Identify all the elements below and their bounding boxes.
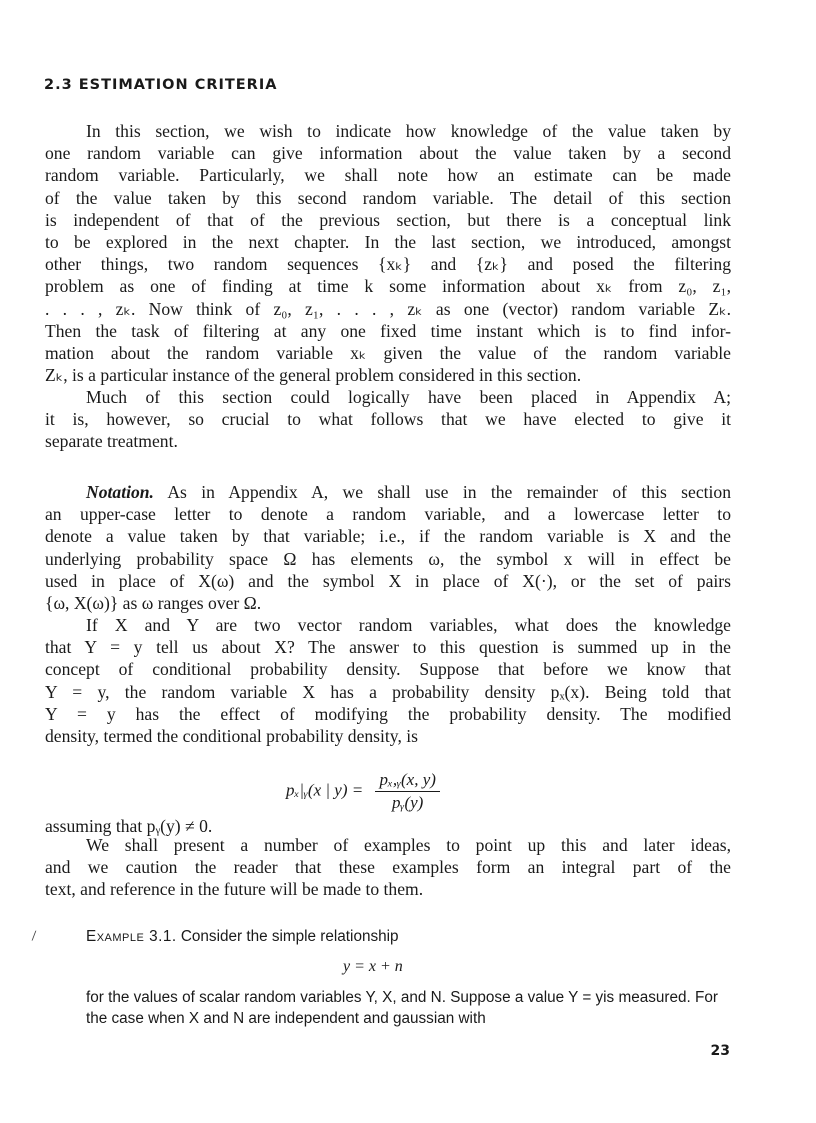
conditional-density-equation [286,770,440,813]
equation-denominator: pᵧ(y) [392,793,424,812]
text-line: is independent of that of the previous section, but there is a conceptual link [45,209,731,230]
text-line: text, and reference in the future will be made to them. [45,879,424,900]
text-line: . . . , zₖ. Now think of z₀, z₁, . . . , zₖ as one (vector) random variable Zₖ. [45,298,731,319]
notation-label: Notation. [86,482,154,502]
text-line: Y = y has the effect of modifying the probability density. The modified [45,703,731,724]
text-line: used in place of X(ω) and the symbol X in place of X(·), or the set of pairs [45,570,731,591]
paragraph-appendix-note [45,386,731,453]
text-line: Notation. As in Appendix A, we shall use in the remainder of this section [86,482,731,502]
equation-numerator: pₓ,ᵧ(x, y) [375,770,439,792]
example-equation: y = x + n [343,958,403,975]
text-line: Zₖ, is a particular instance of the general problem considered in this section. [45,365,582,386]
text-line: one random variable can give information about the value taken by a second [45,143,731,164]
section-heading: 2.3 ESTIMATION CRITERIA [44,77,278,93]
equation-lhs: pₓ|ᵧ(x | y) = [286,780,364,800]
example-label: Example 3.1. [86,928,177,945]
text-line: underlying probability space Ω has elements ω, the symbol x will in effect be [45,548,731,569]
text-line: to be explored in the next chapter. In the last section, we introduced, amongst [45,232,731,253]
text-line: denote a value taken by that variable; i.e., if the random variable is X and the [45,526,731,547]
text-line: assuming that pᵧ(y) ≠ 0. [45,816,213,836]
paragraph-intro [45,120,731,386]
text-line: In this section, we wish to indicate how knowledge of the value taken by [86,121,731,141]
example-body [86,987,732,1029]
text-line: If X and Y are two vector random variables, what does the knowledge [86,615,731,635]
text-line: other things, two random sequences {xₖ} and {zₖ} and posed the filtering [45,254,731,275]
text-line: We shall present a number of examples to point up this and later ideas, [86,835,731,855]
text-line: separate treatment. [45,431,178,452]
text-line: it is, however, so crucial to what follows that we have elected to give it [45,409,731,430]
text-line: and we caution the reader that these examples form an integral part of the [45,857,731,878]
text-line: Y = y, the random variable X has a probability density pₓ(x). Being told that [45,681,731,702]
text-line: of the value taken by this second random variable. The detail of this section [45,187,731,208]
text-line: Much of this section could logically have been placed in Appendix A; [86,387,731,407]
text-line: an upper-case letter to denote a random variable, and a lowercase letter to [45,504,731,525]
page-number: 23 [710,1043,730,1059]
example-intro: Consider the simple relationship [180,928,399,945]
text-line: is measured. For the case when X and N are independent and gaussian with [86,989,718,1027]
example-intro-line [86,926,732,947]
equation-fraction [375,770,439,813]
margin-tick-mark: ⁄ [31,928,37,944]
text-line: density, termed the conditional probability density, is [45,726,418,747]
paragraph-examples-note [45,834,731,901]
text-line: {ω, X(ω)} as ω ranges over Ω. [45,593,262,614]
text-line: random variable. Particularly, we shall note how an estimate can be made [45,165,731,186]
paragraph-conditional-density [45,614,731,747]
text-line: mation about the random variable xₖ given the value of the random variable [45,343,731,364]
text-line: Then the task of filtering at any one fixed time instant which is to find infor- [45,320,731,341]
paragraph-notation [45,481,731,614]
text-line: concept of conditional probability density. Suppose that before we know that [45,659,731,680]
text-line: for the values of scalar random variables Y, X, and N. Suppose a value Y = y [86,989,604,1006]
text-line: that Y = y tell us about X? The answer to this question is summed up in the [45,637,731,658]
text-line: problem as one of finding at time k some information about xₖ from z₀, z₁, [45,276,731,297]
